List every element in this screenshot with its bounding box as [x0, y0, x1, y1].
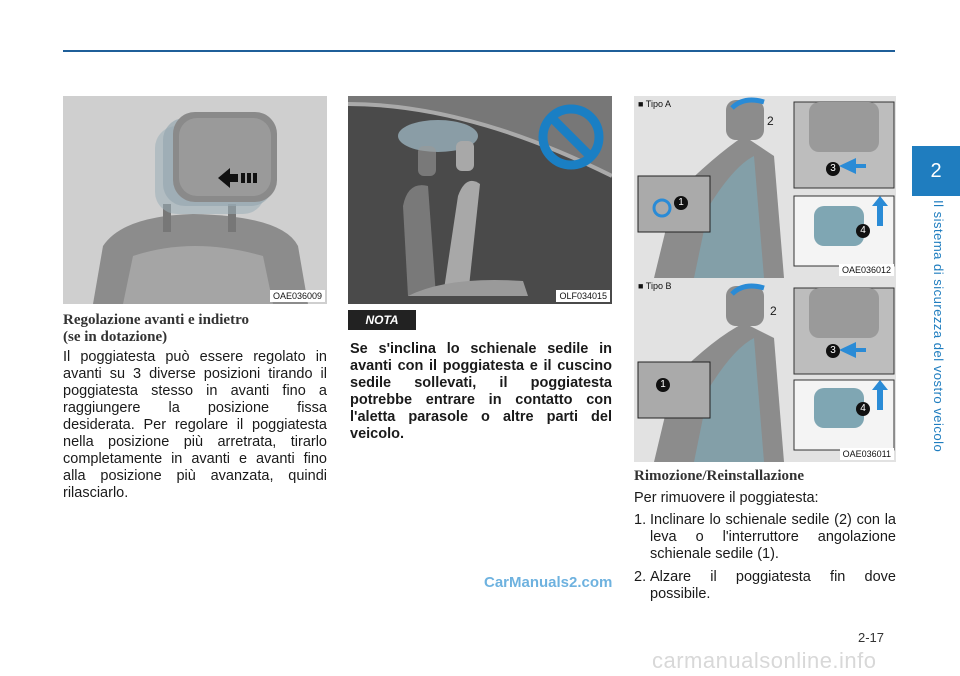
callout-3: 3 — [826, 344, 840, 358]
step-number: 2. — [634, 569, 647, 585]
headrest-illustration — [63, 96, 327, 304]
type-b-label: ■ Tipo B — [638, 280, 671, 292]
removal-type-b-figure — [634, 278, 896, 462]
removal-intro: Per rimuovere il poggiatesta: — [634, 490, 819, 506]
chapter-tab[interactable]: 2 — [912, 146, 960, 196]
type-a-illustration — [634, 96, 896, 278]
nota-badge: NOTA — [348, 310, 416, 330]
step-text: Inclinare lo schienale sedile (2) con la leva o l'interruttore angolazione schienale sedile (1). — [650, 512, 896, 562]
callout-1: 1 — [656, 378, 670, 392]
figure-code: OLF034015 — [556, 290, 610, 302]
callout-4: 4 — [856, 224, 870, 238]
adjust-body-text: Il poggiatesta può essere regolato in avanti su 3 diverse posizioni tirando il poggiatesta stesso in avanti fino a raggiungere la posizione fissa desiderata. Per regolare il poggiatesta nella posizione più arretrata, tirarlo completamente in avanti e avanti fino alla posizione più avanzata, quindi rilasciarlo. — [63, 349, 327, 501]
callout-2: 2 — [767, 114, 774, 128]
heading-line: (se in dotazione) — [63, 329, 168, 345]
callout-1: 1 — [674, 196, 688, 210]
prohibition-icon — [538, 104, 604, 170]
nota-text: Se s'inclina lo schienale sedile in avanti con il poggiatesta e il cuscino sedile sollevati, il poggiatesta potrebbe entrare in contatto con l'aletta parasole o altre parti del veicolo. — [350, 341, 612, 442]
section-heading-removal: Rimozione/Reinstallazione — [634, 468, 804, 484]
chapter-title: Il sistema di sicurezza del vostro veicolo — [931, 200, 946, 453]
type-a-label: ■ Tipo A — [638, 98, 671, 110]
removal-steps-list — [634, 512, 896, 609]
step-text: Alzare il poggiatesta fin dove possibile. — [650, 569, 896, 602]
seat-tilt-warning-figure — [348, 96, 612, 304]
callout-3: 3 — [826, 162, 840, 176]
heading-line: Regolazione avanti e indietro — [63, 312, 249, 328]
removal-type-a-figure — [634, 96, 896, 278]
section-heading-adjust — [63, 312, 327, 346]
callout-2: 2 — [770, 304, 777, 318]
page-number: 2-17 — [858, 630, 885, 645]
figure-code: OAE036012 — [839, 264, 894, 276]
step-number: 1. — [634, 512, 647, 528]
move-arrow-icon — [218, 168, 258, 188]
type-b-illustration — [634, 278, 896, 462]
figure-code: OAE036011 — [840, 448, 894, 460]
list-item — [634, 512, 896, 563]
watermark-link[interactable]: CarManuals2.com — [484, 574, 613, 591]
header-rule — [63, 50, 895, 52]
list-item — [634, 569, 896, 603]
figure-code: OAE036009 — [270, 290, 325, 302]
headrest-adjust-figure — [63, 96, 327, 304]
footer-watermark: carmanualsonline.info — [652, 648, 877, 673]
callout-4: 4 — [856, 402, 870, 416]
